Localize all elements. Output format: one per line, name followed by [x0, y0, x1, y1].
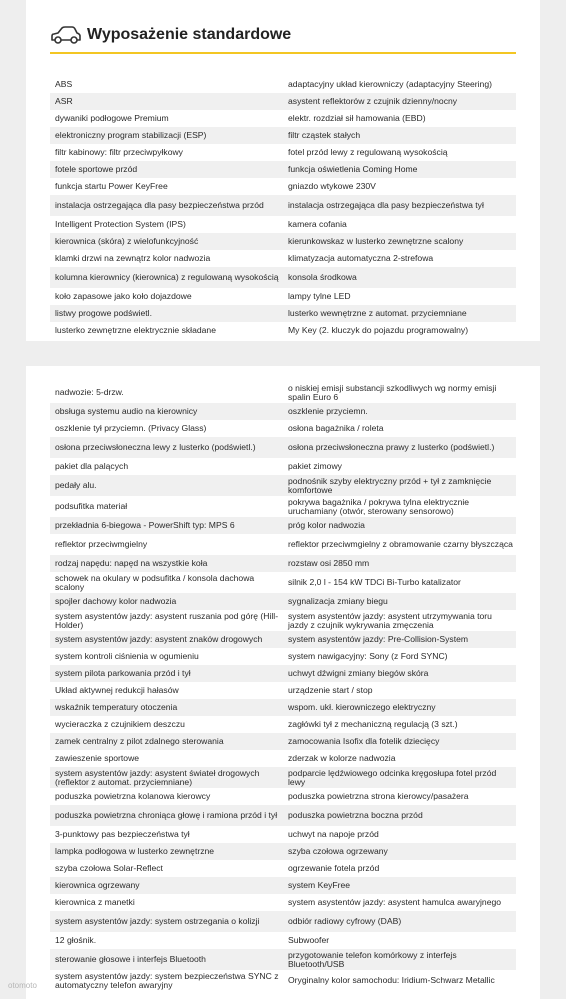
- feature-right: [283, 267, 516, 288]
- feature-right: [283, 699, 516, 716]
- feature-left: [50, 250, 283, 267]
- feature-right: [283, 593, 516, 610]
- feature-text: kamera cofania: [288, 219, 347, 229]
- table-row: [50, 750, 516, 767]
- table-row: [50, 76, 516, 93]
- feature-text: próg kolor nadwozia: [288, 520, 365, 530]
- feature-left: [50, 648, 283, 665]
- feature-right: [283, 911, 516, 932]
- feature-text: podnośnik szyby elektryczny przód + tył z zamknięcie komfortowe: [288, 475, 492, 495]
- feature-text: reflektor przeciwmgielny: [55, 539, 148, 549]
- feature-left: [50, 437, 283, 458]
- feature-left: [50, 932, 283, 949]
- feature-left: [50, 420, 283, 437]
- feature-text: poduszka powietrzna chroniąca głowę i ramiona przód i tył: [55, 810, 278, 820]
- feature-right: [283, 216, 516, 233]
- section-title: Wyposażenie standardowe: [87, 26, 292, 43]
- feature-right: [283, 534, 516, 555]
- feature-right: [283, 496, 516, 517]
- car-icon: [50, 24, 82, 46]
- feature-right: [283, 949, 516, 970]
- table-row: [50, 403, 516, 420]
- feature-text: wycieraczka z czujnikiem deszczu: [55, 719, 185, 729]
- feature-text: elektr. rozdział sił hamowania (EBD): [288, 113, 426, 123]
- table-row: [50, 682, 516, 699]
- feature-right: [283, 458, 516, 475]
- table-row: [50, 322, 516, 339]
- feature-text: podsufitka materiał: [55, 501, 128, 511]
- feature-right: [283, 750, 516, 767]
- feature-text: asystent reflektorów z czujnik dzienny/nocny: [288, 96, 458, 106]
- feature-text: Intelligent Protection System (IPS): [55, 219, 186, 229]
- feature-text: listwy progowe podświetl.: [55, 308, 152, 318]
- feature-right: [283, 805, 516, 826]
- feature-text: rodzaj napędu: napęd na wszystkie koła: [55, 558, 208, 568]
- feature-text: ogrzewanie fotela przód: [288, 863, 380, 873]
- feature-left: [50, 699, 283, 716]
- feature-right: [283, 767, 516, 788]
- feature-text: gniazdo wtykowe 230V: [288, 181, 376, 191]
- table-row: [50, 178, 516, 195]
- feature-text: wspom. ukł. kierowniczego elektryczny: [288, 702, 436, 712]
- feature-text: zawieszenie sportowe: [55, 753, 140, 763]
- table-row: [50, 860, 516, 877]
- feature-left: [50, 631, 283, 648]
- table-row: [50, 93, 516, 110]
- feature-left: [50, 403, 283, 420]
- feature-text: ASR: [55, 96, 73, 106]
- feature-text: dywaniki podłogowe Premium: [55, 113, 169, 123]
- feature-right: [283, 127, 516, 144]
- feature-left: [50, 716, 283, 733]
- feature-right: [283, 555, 516, 572]
- feature-text: szyba czołowa Solar-Reflect: [55, 863, 163, 873]
- feature-text: oszklenie przyciemn.: [288, 406, 368, 416]
- feature-text: pokrywa bagażnika / pokrywa tylna elektrycznie uruchamiany (otwór, sterowany sensorowo): [288, 496, 470, 516]
- feature-text: zamek centralny z pilot zdalnego sterowania: [55, 736, 224, 746]
- feature-left: [50, 475, 283, 496]
- feature-text: rozstaw osi 2850 mm: [288, 558, 370, 568]
- feature-left: [50, 195, 283, 216]
- feature-text: ABS: [55, 79, 73, 89]
- feature-right: [283, 572, 516, 593]
- table-row: [50, 733, 516, 750]
- table-row: [50, 877, 516, 894]
- feature-right: [283, 110, 516, 127]
- equipment-table-1: [50, 76, 516, 339]
- feature-left: [50, 894, 283, 911]
- feature-left: [50, 750, 283, 767]
- feature-text: konsola środkowa: [288, 272, 357, 282]
- feature-text: poduszka powietrzna boczna przód: [288, 810, 423, 820]
- feature-left: [50, 517, 283, 534]
- table-row: [50, 767, 516, 788]
- feature-left: [50, 458, 283, 475]
- feature-text: Subwoofer: [288, 935, 330, 945]
- feature-text: zagłówki tył z mechaniczną regulacją (3 szt.): [288, 719, 458, 729]
- table-row: [50, 458, 516, 475]
- feature-right: [283, 288, 516, 305]
- table-row: [50, 233, 516, 250]
- feature-text: My Key (2. kluczyk do pojazdu programowalny): [288, 325, 469, 335]
- feature-left: [50, 288, 283, 305]
- feature-right: [283, 665, 516, 682]
- feature-left: [50, 555, 283, 572]
- feature-text: system asystentów jazdy: asystent świateł drogowych (reflektor z automat. przyciemniane): [55, 767, 260, 787]
- feature-text: wskaźnik temperatury otoczenia: [55, 702, 178, 712]
- feature-text: uchwyt na napoje przód: [288, 829, 379, 839]
- feature-text: Oryginalny kolor samochodu: Iridium-Schwarz Metallic: [288, 975, 495, 985]
- feature-text: system asystentów jazdy: asystent hamulca awaryjnego: [288, 897, 502, 907]
- feature-right: [283, 322, 516, 339]
- feature-text: system asystentów jazdy: system ostrzegania o kolizji: [55, 916, 260, 926]
- feature-text: osłona przeciwsłoneczna prawy z lusterko (podświetl.): [288, 442, 495, 452]
- feature-text: o niskiej emisji substancji szkodliwych wg normy emisji spalin Euro 6: [288, 382, 497, 402]
- feature-right: [283, 437, 516, 458]
- feature-right: [283, 631, 516, 648]
- feature-left: [50, 593, 283, 610]
- table-row: [50, 805, 516, 826]
- table-row: [50, 267, 516, 288]
- feature-left: [50, 733, 283, 750]
- feature-text: lampy tylne LED: [288, 291, 351, 301]
- feature-text: pakiet zimowy: [288, 461, 342, 471]
- feature-right: [283, 932, 516, 949]
- table-row: [50, 437, 516, 458]
- feature-left: [50, 788, 283, 805]
- feature-text: 12 głośnik.: [55, 935, 97, 945]
- feature-text: kierownica z manetki: [55, 897, 135, 907]
- feature-right: [283, 178, 516, 195]
- feature-text: filtr kabinowy: filtr przeciwpyłkowy: [55, 147, 183, 157]
- feature-left: [50, 610, 283, 631]
- feature-right: [283, 195, 516, 216]
- watermark: otomoto: [8, 981, 37, 990]
- feature-text: pakiet dla palących: [55, 461, 129, 471]
- feature-right: [283, 716, 516, 733]
- feature-text: osłona bagażnika / roleta: [288, 423, 384, 433]
- table-row: [50, 517, 516, 534]
- feature-text: fotele sportowe przód: [55, 164, 138, 174]
- table-row: [50, 496, 516, 517]
- feature-text: sygnalizacja zmiany biegu: [288, 596, 388, 606]
- feature-left: [50, 76, 283, 93]
- feature-left: [50, 767, 283, 788]
- feature-right: [283, 733, 516, 750]
- feature-left: [50, 110, 283, 127]
- feature-left: [50, 216, 283, 233]
- table-row: [50, 648, 516, 665]
- feature-text: lusterko zewnętrzne elektrycznie składane: [55, 325, 216, 335]
- feature-right: [283, 860, 516, 877]
- feature-text: klamki drzwi na zewnątrz kolor nadwozia: [55, 253, 211, 263]
- table-row: [50, 250, 516, 267]
- feature-right: [283, 517, 516, 534]
- feature-text: urządzenie start / stop: [288, 685, 373, 695]
- feature-left: [50, 949, 283, 970]
- feature-right: [283, 382, 516, 403]
- table-row: [50, 305, 516, 322]
- feature-right: [283, 161, 516, 178]
- feature-left: [50, 127, 283, 144]
- table-row: [50, 788, 516, 805]
- feature-left: [50, 860, 283, 877]
- feature-text: klimatyzacja automatyczna 2-strefowa: [288, 253, 434, 263]
- feature-right: [283, 144, 516, 161]
- table-row: [50, 572, 516, 593]
- feature-text: uchwyt dźwigni zmiany biegów skóra: [288, 668, 429, 678]
- feature-right: [283, 233, 516, 250]
- feature-left: [50, 534, 283, 555]
- feature-left: [50, 382, 283, 403]
- feature-left: [50, 305, 283, 322]
- table-row: [50, 716, 516, 733]
- table-row: [50, 144, 516, 161]
- table-row: [50, 665, 516, 682]
- feature-text: szyba czołowa ogrzewany: [288, 846, 388, 856]
- feature-left: [50, 267, 283, 288]
- feature-left: [50, 805, 283, 826]
- feature-text: 3-punktowy pas bezpieczeństwa tył: [55, 829, 190, 839]
- table-row: [50, 420, 516, 437]
- feature-right: [283, 894, 516, 911]
- feature-left: [50, 322, 283, 339]
- feature-left: [50, 161, 283, 178]
- feature-right: [283, 76, 516, 93]
- feature-text: instalacja ostrzegająca dla pasy bezpieczeństwa tył: [288, 200, 484, 210]
- feature-left: [50, 826, 283, 843]
- feature-left: [50, 144, 283, 161]
- feature-text: kierownica ogrzewany: [55, 880, 140, 890]
- feature-text: odbiór radiowy cyfrowy (DAB): [288, 916, 402, 926]
- feature-right: [283, 843, 516, 860]
- feature-left: [50, 665, 283, 682]
- section-header: [50, 22, 516, 52]
- table-row: [50, 216, 516, 233]
- feature-right: [283, 970, 516, 991]
- feature-text: spojler dachowy kolor nadwozia: [55, 596, 177, 606]
- table-row: [50, 631, 516, 648]
- feature-right: [283, 826, 516, 843]
- feature-right: [283, 403, 516, 420]
- table-row: [50, 826, 516, 843]
- feature-text: lusterko wewnętrzne z automat. przyciemniane: [288, 308, 467, 318]
- table-row: [50, 161, 516, 178]
- feature-text: pedały alu.: [55, 480, 97, 490]
- feature-text: koło zapasowe jako koło dojazdowe: [55, 291, 192, 301]
- table-row: [50, 949, 516, 970]
- feature-text: lampka podłogowa w lusterko zewnętrzne: [55, 846, 215, 856]
- title-underline: [50, 52, 516, 54]
- feature-text: silnik 2,0 l - 154 kW TDCi Bi-Turbo katalizator: [288, 577, 461, 587]
- feature-text: osłona przeciwsłoneczna lewy z lusterko (podświetl.): [55, 442, 256, 452]
- feature-right: [283, 250, 516, 267]
- feature-left: [50, 93, 283, 110]
- feature-text: funkcja startu Power KeyFree: [55, 181, 168, 191]
- table-row: [50, 932, 516, 949]
- feature-right: [283, 682, 516, 699]
- feature-text: oszklenie tył przyciemn. (Privacy Glass): [55, 423, 207, 433]
- feature-text: przekładnia 6-biegowa - PowerShift typ: MPS 6: [55, 520, 235, 530]
- feature-left: [50, 682, 283, 699]
- feature-left: [50, 843, 283, 860]
- feature-text: funkcja oświetlenia Coming Home: [288, 164, 418, 174]
- feature-text: system pilota parkowania przód i tył: [55, 668, 191, 678]
- table-row: [50, 894, 516, 911]
- feature-text: system asystentów jazdy: asystent ruszania pod górę (Hill-Holder): [55, 610, 279, 630]
- feature-text: system KeyFree: [288, 880, 351, 890]
- feature-right: [283, 648, 516, 665]
- feature-text: obsługa systemu audio na kierownicy: [55, 406, 198, 416]
- feature-right: [283, 305, 516, 322]
- feature-text: elektroniczny program stabilizacji (ESP): [55, 130, 207, 140]
- table-row: [50, 110, 516, 127]
- feature-text: poduszka powietrzna kolanowa kierowcy: [55, 791, 211, 801]
- feature-text: system asystentów jazdy: asystent utrzymywania toru jazdy z czujnik wykrywania zmęczenia: [288, 610, 492, 630]
- table-row: [50, 195, 516, 216]
- feature-text: system kontroli ciśnienia w ogumieniu: [55, 651, 199, 661]
- feature-text: podparcie lędźwiowego odcinka kręgosłupa fotel przód lewy: [288, 767, 497, 787]
- feature-right: [283, 475, 516, 496]
- feature-left: [50, 911, 283, 932]
- feature-text: adaptacyjny układ kierowniczy (adaptacyjny Steering): [288, 79, 492, 89]
- feature-text: poduszka powietrzna strona kierowcy/pasażera: [288, 791, 469, 801]
- feature-text: instalacja ostrzegająca dla pasy bezpieczeństwa przód: [55, 200, 264, 210]
- table-row: [50, 970, 516, 991]
- feature-right: [283, 93, 516, 110]
- feature-left: [50, 233, 283, 250]
- feature-text: system asystentów jazdy: Pre-Collision-System: [288, 634, 469, 644]
- feature-text: system nawigacyjny: Sony (z Ford SYNC): [288, 651, 448, 661]
- feature-left: [50, 496, 283, 517]
- feature-text: sterowanie głosowe i interfejs Bluetooth: [55, 954, 206, 964]
- table-row: [50, 911, 516, 932]
- feature-text: reflektor przeciwmgielny z obramowanie czarny błyszcząca: [288, 539, 513, 549]
- table-row: [50, 610, 516, 631]
- feature-right: [283, 420, 516, 437]
- standard-equipment-card: [26, 0, 540, 341]
- feature-left: [50, 572, 283, 593]
- feature-left: [50, 970, 283, 991]
- equipment-table-2: [50, 382, 516, 991]
- feature-text: zamocowania Isofix dla fotelik dziecięcy: [288, 736, 440, 746]
- feature-text: filtr cząstek stałych: [288, 130, 361, 140]
- standard-equipment-card-continued: [26, 366, 540, 999]
- table-row: [50, 127, 516, 144]
- feature-left: [50, 877, 283, 894]
- feature-right: [283, 610, 516, 631]
- feature-text: kierunkowskaz w lusterko zewnętrzne scalony: [288, 236, 464, 246]
- feature-text: przygotowanie telefon komórkowy z interfejs Bluetooth/USB: [288, 949, 457, 969]
- table-row: [50, 475, 516, 496]
- feature-left: [50, 178, 283, 195]
- feature-text: schowek na okulary w podsufitka / konsola dachowa scalony: [55, 572, 255, 592]
- feature-text: Układ aktywnej redukcji hałasów: [55, 685, 179, 695]
- table-row: [50, 699, 516, 716]
- feature-right: [283, 788, 516, 805]
- table-row: [50, 382, 516, 403]
- table-row: [50, 534, 516, 555]
- feature-text: zderzak w kolorze nadwozia: [288, 753, 396, 763]
- feature-text: kierownica (skóra) z wielofunkcyjność: [55, 236, 199, 246]
- feature-text: system asystentów jazdy: system bezpieczeństwa SYNC z automatyczny telefon awaryjny: [55, 970, 279, 990]
- feature-text: fotel przód lewy z regulowaną wysokością: [288, 147, 448, 157]
- feature-text: system asystentów jazdy: asystent znaków drogowych: [55, 634, 263, 644]
- feature-text: kolumna kierownicy (kierownica) z regulowaną wysokością: [55, 272, 279, 282]
- table-row: [50, 288, 516, 305]
- table-row: [50, 843, 516, 860]
- feature-right: [283, 877, 516, 894]
- table-row: [50, 593, 516, 610]
- table-row: [50, 555, 516, 572]
- feature-text: nadwozie: 5-drzw.: [55, 387, 124, 397]
